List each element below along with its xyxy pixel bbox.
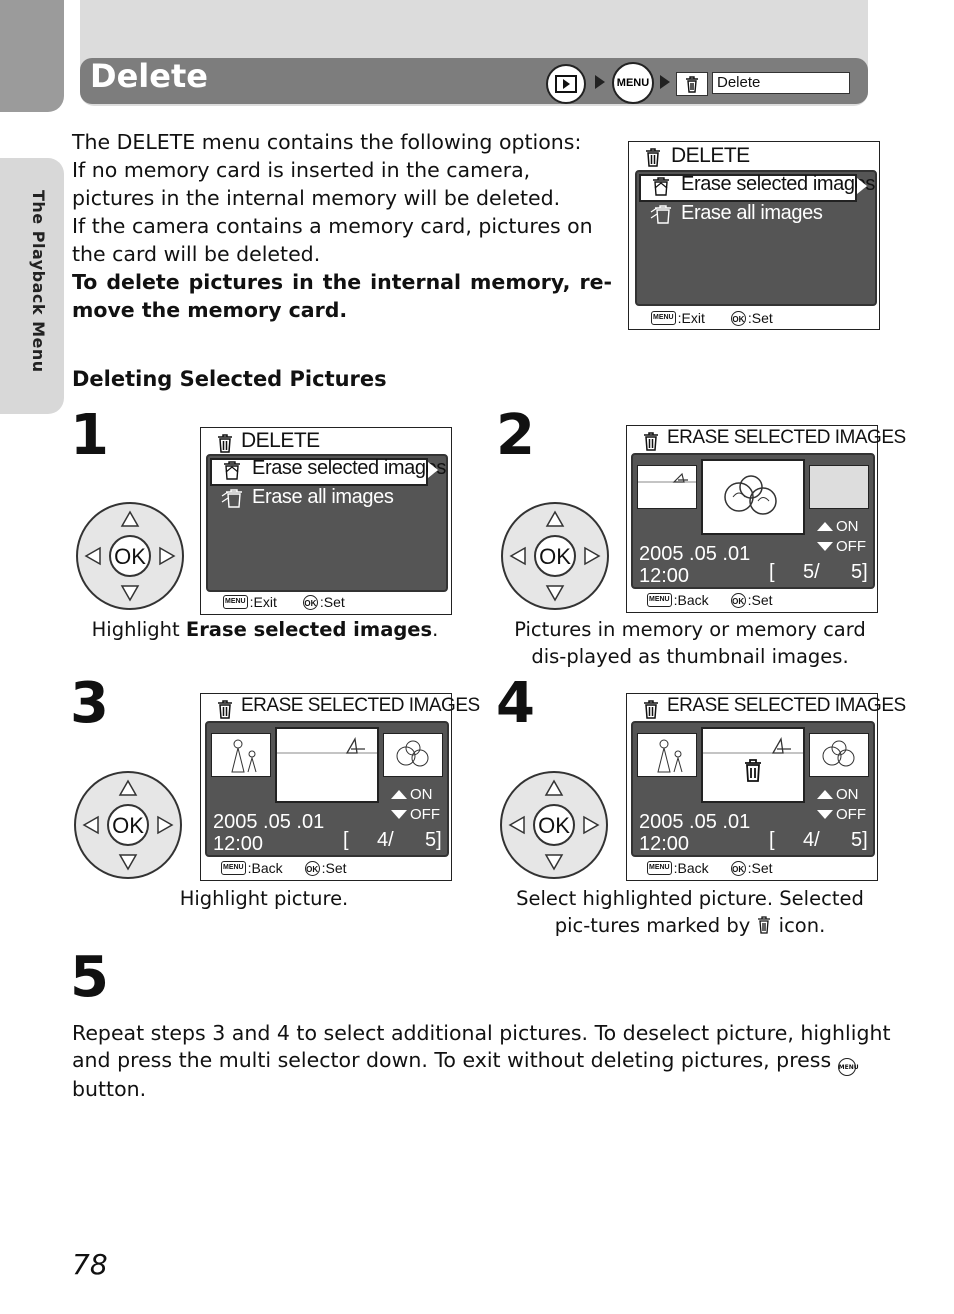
menu-item-erase-selected[interactable]: Erase selected images xyxy=(681,173,875,195)
page-number: 78 xyxy=(72,1248,108,1281)
footer-set: :Set xyxy=(319,594,345,610)
ok-mini-icon: OK xyxy=(731,311,746,326)
time-label: 12:00 xyxy=(213,833,264,855)
down-arrow-icon xyxy=(817,810,833,819)
footer-set: :Set xyxy=(321,860,347,876)
screen-title: DELETE xyxy=(241,429,320,452)
step-number: 5 xyxy=(70,945,109,1010)
erase-selected-icon xyxy=(220,458,244,486)
ok-mini-icon: OK xyxy=(731,861,746,876)
thumbnail-roses xyxy=(383,733,443,777)
step3-screen xyxy=(200,693,480,881)
erase-selected-icon xyxy=(649,174,673,202)
erase-all-icon xyxy=(220,486,246,514)
multi-selector-icon xyxy=(499,500,611,616)
on-off-indicator xyxy=(817,517,866,557)
thumbnail-roses-selected xyxy=(701,459,805,535)
step1-caption xyxy=(70,616,460,643)
footer-set: :Set xyxy=(747,310,773,326)
menu-panel xyxy=(635,170,877,306)
thumbnail-family xyxy=(211,733,271,777)
menu-mini-icon: MENU xyxy=(647,593,672,607)
menu-mini-icon: MENU xyxy=(223,595,248,609)
date-label: 2005 .05 .01 xyxy=(639,811,751,833)
footer-set: :Set xyxy=(747,860,773,876)
on-label: ON xyxy=(410,786,433,803)
ok-mini-icon: OK xyxy=(305,861,320,876)
erase-all-icon xyxy=(649,202,675,230)
caption-text: Highlight xyxy=(91,618,186,641)
multi-selector-icon xyxy=(72,769,184,885)
footer-back: :Back xyxy=(673,592,709,608)
up-arrow-icon xyxy=(817,522,833,531)
menu-button-icon: MENU xyxy=(838,1058,856,1076)
intro-paragraph xyxy=(72,128,612,324)
footer-back: :Back xyxy=(247,860,283,876)
menu-button-icon xyxy=(612,62,654,104)
menu-mini-icon: MENU xyxy=(651,311,676,325)
intro-line: The DELETE menu contains the following options: xyxy=(72,130,582,154)
step-number: 2 xyxy=(496,403,535,468)
time-label: 12:00 xyxy=(639,565,690,587)
off-label: OFF xyxy=(410,806,440,823)
svg-text:OK: OK xyxy=(538,813,570,838)
caption-text: . xyxy=(432,618,439,641)
step-number: 3 xyxy=(70,671,109,736)
menu-item-erase-selected[interactable]: Erase selected images xyxy=(252,457,446,479)
screen-footer xyxy=(647,592,773,608)
date-label: 2005 .05 .01 xyxy=(213,811,325,833)
menu-item-erase-all[interactable]: Erase all images xyxy=(681,202,823,224)
counter-open: [ xyxy=(343,829,349,851)
trash-mark-icon xyxy=(745,760,761,781)
time-label: 12:00 xyxy=(639,833,690,855)
step4-caption xyxy=(500,885,880,942)
play-icon xyxy=(546,64,586,104)
off-label: OFF xyxy=(836,538,866,555)
menu-mini-icon: MENU xyxy=(647,861,672,875)
screen-footer xyxy=(223,594,345,610)
multi-selector-icon xyxy=(74,500,186,616)
date-label: 2005 .05 .01 xyxy=(639,543,751,565)
counter-open: [ xyxy=(769,561,775,583)
on-label: ON xyxy=(836,786,859,803)
step2-screen xyxy=(626,425,906,613)
nav-field-delete: Delete xyxy=(712,72,850,94)
counter-total: 5] xyxy=(851,829,868,851)
thumbnail-beach-selected xyxy=(275,727,379,803)
counter-label: 4/ xyxy=(377,829,394,851)
counter-label: 5/ xyxy=(803,561,820,583)
menu-panel xyxy=(206,454,448,592)
screen-title: ERASE SELECTED IMAGES xyxy=(241,695,480,716)
screen-footer xyxy=(647,860,773,876)
trash-icon xyxy=(676,72,708,96)
menu-mini-icon: MENU xyxy=(221,861,246,875)
counter-open: [ xyxy=(769,829,775,851)
step-number: 1 xyxy=(70,403,109,468)
thumbnail-family xyxy=(637,733,697,777)
counter-total: 5] xyxy=(425,829,442,851)
side-tab-top xyxy=(0,0,64,112)
menu-item-erase-all[interactable]: Erase all images xyxy=(252,486,394,508)
step4-screen xyxy=(626,693,906,881)
caption-text: Select highlighted picture. Selected pic-tures marked by xyxy=(516,887,864,937)
caption-bold: Erase selected images xyxy=(185,618,433,641)
side-tab-label: The Playback Menu xyxy=(29,190,48,373)
ok-mini-icon: OK xyxy=(731,593,746,608)
ok-mini-icon: OK xyxy=(303,595,318,610)
off-label: OFF xyxy=(836,806,866,823)
step3-caption: Highlight picture. xyxy=(179,887,349,910)
caption-text: icon. xyxy=(772,914,826,937)
trash-icon xyxy=(756,915,772,942)
footer-back: :Back xyxy=(673,860,709,876)
counter-label: 4/ xyxy=(803,829,820,851)
multi-selector-icon xyxy=(498,769,610,885)
down-arrow-icon xyxy=(817,542,833,551)
screen-title: ERASE SELECTED IMAGES xyxy=(667,695,906,716)
thumbnail-beach-marked xyxy=(701,727,805,803)
down-arrow-icon xyxy=(391,810,407,819)
step2-caption: Pictures in memory or memory card dis-played as thumbnail images. xyxy=(514,618,866,668)
step5-text-post: button. xyxy=(72,1077,147,1101)
counter-total: 5] xyxy=(851,561,868,583)
thumb-panel xyxy=(205,721,449,857)
step5-text-pre: Repeat steps 3 and 4 to select additional pictures. To deselect picture, highlight and press the multi selector down. To exit without deleting pictures, press xyxy=(72,1021,891,1072)
screen-footer xyxy=(651,310,773,326)
on-off-indicator xyxy=(817,785,866,825)
thumbnail-beach xyxy=(637,465,697,509)
intro-line: If the camera contains a memory card, pictures on the card will be deleted. xyxy=(72,214,593,266)
nav-arrow-icon xyxy=(660,75,670,89)
submenu-arrow-icon xyxy=(428,462,438,478)
footer-set: :Set xyxy=(747,592,773,608)
intro-line: If no memory card is inserted in the camera, pictures in the internal memory will be deleted. xyxy=(72,158,561,210)
menu-button-label: MENU xyxy=(616,77,650,89)
nav-arrow-icon xyxy=(595,75,605,89)
section-title: Deleting Selected Pictures xyxy=(72,367,387,391)
footer-exit: :Exit xyxy=(677,310,705,326)
submenu-arrow-icon xyxy=(857,178,867,194)
on-off-indicator xyxy=(391,785,440,825)
step-number: 4 xyxy=(496,671,535,736)
thumb-panel xyxy=(631,453,875,589)
thumbnail-roses xyxy=(809,733,869,777)
step5-text xyxy=(72,1020,892,1103)
up-arrow-icon xyxy=(391,790,407,799)
screen-footer xyxy=(221,860,347,876)
footer-exit: :Exit xyxy=(249,594,277,610)
svg-text:OK: OK xyxy=(112,813,144,838)
intro-bold-note: To delete pictures in the internal memory, re-move the memory card. xyxy=(72,270,612,322)
trash-icon xyxy=(643,146,663,172)
svg-text:OK: OK xyxy=(539,544,571,569)
on-label: ON xyxy=(836,518,859,535)
thumbnail-empty xyxy=(809,465,869,509)
screen-title: DELETE xyxy=(671,144,750,167)
screen-title: ERASE SELECTED IMAGES xyxy=(667,427,906,448)
delete-menu-screen xyxy=(628,141,880,330)
up-arrow-icon xyxy=(817,790,833,799)
ok-label: OK xyxy=(114,544,146,569)
thumb-panel xyxy=(631,721,875,857)
step1-screen xyxy=(200,427,452,615)
page-title: Delete xyxy=(90,57,208,95)
